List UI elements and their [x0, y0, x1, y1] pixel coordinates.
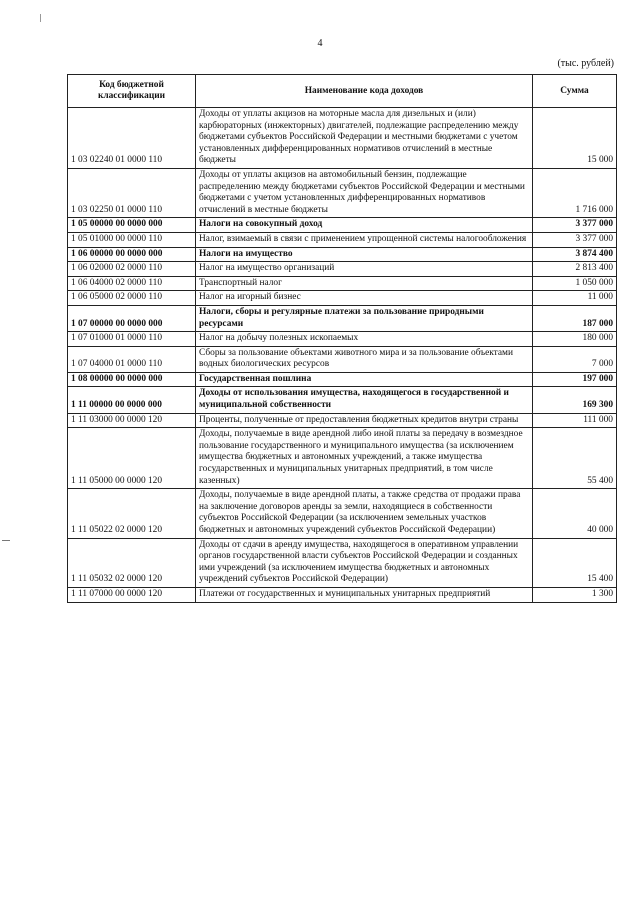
row-code: 1 11 03000 00 0000 120 [68, 413, 196, 428]
table-row [68, 538, 617, 587]
row-name: Доходы от использования имущества, находящегося в государственной и муниципальной собственности [196, 387, 533, 413]
row-code: 1 11 05022 02 0000 120 [68, 489, 196, 538]
table-row [68, 218, 617, 233]
row-code: 1 05 01000 00 0000 110 [68, 232, 196, 247]
table-row [68, 247, 617, 262]
row-code: 1 07 00000 00 0000 000 [68, 305, 196, 331]
budget-income-table [67, 74, 617, 603]
scan-mark [40, 14, 42, 22]
row-sum: 3 874 400 [533, 247, 617, 262]
row-code: 1 11 05032 02 0000 120 [68, 538, 196, 587]
row-sum: 3 377 000 [533, 232, 617, 247]
table-row [68, 489, 617, 538]
row-name: Налог на имущество организаций [196, 262, 533, 277]
row-sum: 11 000 [533, 291, 617, 306]
units-note: (тыс. рублей) [557, 58, 614, 69]
row-sum: 169 300 [533, 387, 617, 413]
header-name: Наименование кода доходов [196, 75, 533, 108]
row-name: Налог на игорный бизнес [196, 291, 533, 306]
table-row [68, 587, 617, 602]
row-sum: 55 400 [533, 428, 617, 489]
row-name: Налоги на имущество [196, 247, 533, 262]
row-code: 1 07 04000 01 0000 110 [68, 346, 196, 372]
row-sum: 1 716 000 [533, 168, 617, 217]
row-sum: 15 000 [533, 108, 617, 169]
row-sum: 3 377 000 [533, 218, 617, 233]
row-code: 1 03 02250 01 0000 110 [68, 168, 196, 217]
row-name: Доходы от сдачи в аренду имущества, находящегося в оперативном управлении органов государственной власти субъектов Российской Федерации и созданных ими учреждений (за исключением имущества бюджетных и автономных учреждений субъектов Российской Федерации) [196, 538, 533, 587]
row-name: Налог на добычу полезных ископаемых [196, 332, 533, 347]
table-row [68, 413, 617, 428]
table-row [68, 332, 617, 347]
page-number: 4 [317, 38, 323, 49]
header-code: Код бюджетной классификации [68, 75, 196, 108]
row-code: 1 06 02000 02 0000 110 [68, 262, 196, 277]
table-header-row [68, 75, 617, 108]
row-code: 1 06 04000 02 0000 110 [68, 276, 196, 291]
table-row [68, 346, 617, 372]
header-sum: Сумма [533, 75, 617, 108]
table-row [68, 276, 617, 291]
row-code: 1 06 05000 02 0000 110 [68, 291, 196, 306]
row-name: Транспортный налог [196, 276, 533, 291]
table-row [68, 387, 617, 413]
row-name: Налоги, сборы и регулярные платежи за пользование природными ресурсами [196, 305, 533, 331]
row-code: 1 06 00000 00 0000 000 [68, 247, 196, 262]
row-sum: 111 000 [533, 413, 617, 428]
row-code: 1 11 05000 00 0000 120 [68, 428, 196, 489]
row-code: 1 03 02240 01 0000 110 [68, 108, 196, 169]
row-name: Доходы, получаемые в виде арендной платы, а также средства от продажи права на заключение договоров аренды за земли, находящиеся в собственности субъектов Российской Федерации (за исключением земельных участков бюджетных и автономных учреждений субъектов Российской Федерации) [196, 489, 533, 538]
row-name: Налог, взимаемый в связи с применением упрощенной системы налогообложения [196, 232, 533, 247]
scan-mark [2, 540, 10, 541]
row-sum: 7 000 [533, 346, 617, 372]
row-sum: 180 000 [533, 332, 617, 347]
row-name: Платежи от государственных и муниципальных унитарных предприятий [196, 587, 533, 602]
row-name: Налоги на совокупный доход [196, 218, 533, 233]
table-row [68, 372, 617, 387]
table-row [68, 262, 617, 277]
row-sum: 40 000 [533, 489, 617, 538]
table-row [68, 232, 617, 247]
row-name: Сборы за пользование объектами животного мира и за пользование объектами водных биологических ресурсов [196, 346, 533, 372]
table-row [68, 428, 617, 489]
row-name: Доходы, получаемые в виде арендной либо иной платы за передачу в возмездное пользование государственного и муниципального имущества (за исключением имущества бюджетных и автономных учреждений, а также имущества государственных и муниципальных унитарных предприятий, в том числе казенных) [196, 428, 533, 489]
row-sum: 197 000 [533, 372, 617, 387]
table-row [68, 291, 617, 306]
row-name: Доходы от уплаты акцизов на моторные масла для дизельных и (или) карбюраторных (инжекторных) двигателей, подлежащие распределению между бюджетами субъектов Российской Федерации и местными бюджетами с учетом установленных дифференцированных нормативов отчислений в местные бюджеты [196, 108, 533, 169]
row-sum: 15 400 [533, 538, 617, 587]
row-name: Доходы от уплаты акцизов на автомобильный бензин, подлежащие распределению между бюджетами субъектов Российской Федерации и местными бюджетами с учетом установленных дифференцированных нормативов отчислений в местные бюджеты [196, 168, 533, 217]
table-row [68, 168, 617, 217]
row-code: 1 08 00000 00 0000 000 [68, 372, 196, 387]
row-sum: 1 050 000 [533, 276, 617, 291]
row-sum: 1 300 [533, 587, 617, 602]
row-code: 1 11 07000 00 0000 120 [68, 587, 196, 602]
row-sum: 2 813 400 [533, 262, 617, 277]
row-code: 1 05 00000 00 0000 000 [68, 218, 196, 233]
row-sum: 187 000 [533, 305, 617, 331]
row-code: 1 07 01000 01 0000 110 [68, 332, 196, 347]
table-row [68, 108, 617, 169]
row-name: Проценты, полученные от предоставления бюджетных кредитов внутри страны [196, 413, 533, 428]
row-code: 1 11 00000 00 0000 000 [68, 387, 196, 413]
row-name: Государственная пошлина [196, 372, 533, 387]
table-row [68, 305, 617, 331]
